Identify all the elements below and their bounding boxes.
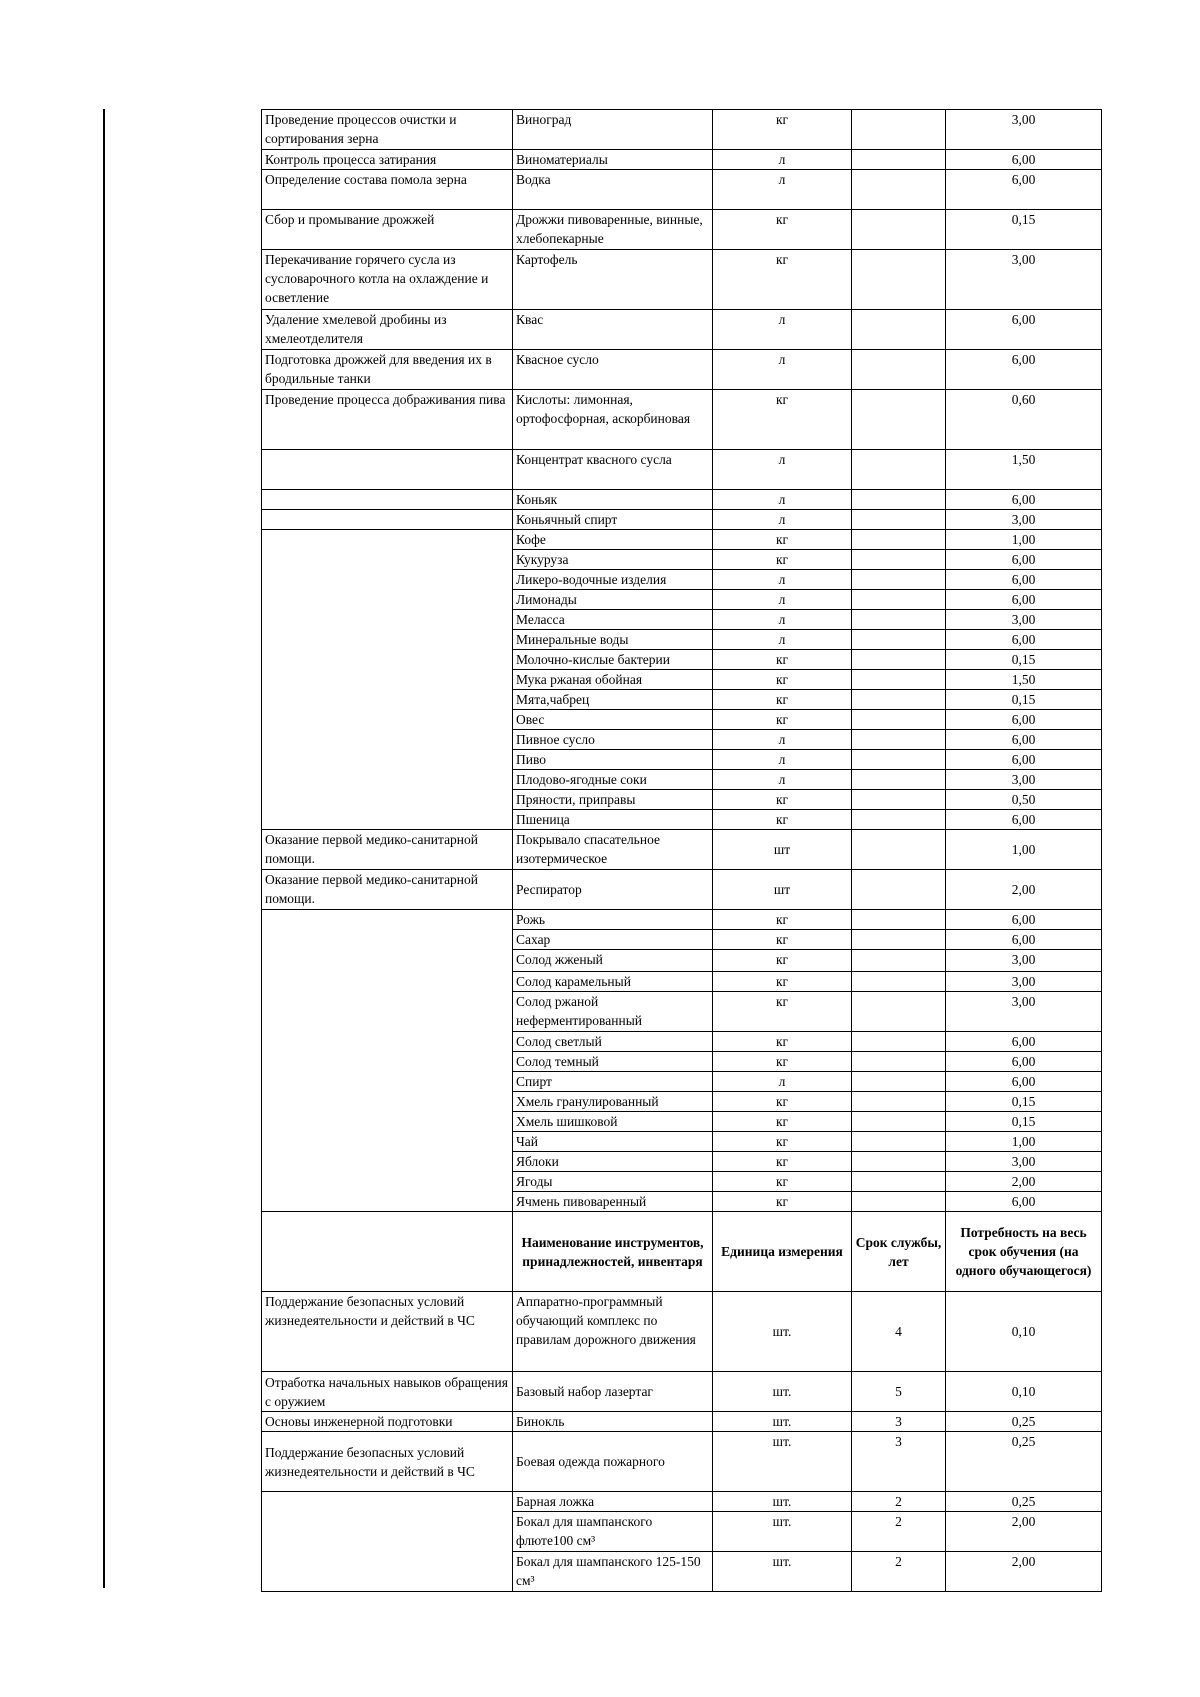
item-cell: Солод жженый xyxy=(512,949,713,972)
activity-cell: Основы инженерной подготовки xyxy=(261,1411,513,1432)
life-cell xyxy=(851,749,946,770)
need-cell: 6,00 xyxy=(945,149,1102,170)
life-cell xyxy=(851,109,946,150)
unit-cell: кг xyxy=(712,991,852,1032)
life-cell: 5 xyxy=(851,1371,946,1412)
unit-cell: л xyxy=(712,749,852,770)
unit-cell: кг xyxy=(712,209,852,250)
need-cell: 0,25 xyxy=(945,1411,1102,1432)
life-cell xyxy=(851,971,946,992)
item-cell: Виноград xyxy=(512,109,713,150)
life-cell: 2 xyxy=(851,1551,946,1592)
unit-cell: л xyxy=(712,169,852,210)
need-cell: 1,00 xyxy=(945,829,1102,870)
unit-cell: л xyxy=(712,629,852,650)
life-cell xyxy=(851,509,946,530)
item-cell: Виноматериалы xyxy=(512,149,713,170)
item-cell: Пшеница xyxy=(512,809,713,830)
need-cell: 6,00 xyxy=(945,1031,1102,1052)
activity-cell: Поддержание безопасных условий жизнедеятельности и действий в ЧС xyxy=(261,1431,513,1492)
item-cell: Хмель гранулированный xyxy=(512,1091,713,1112)
activity-cell: Перекачивание горячего сусла из сусловарочного котла на охлаждение и осветление xyxy=(261,249,513,310)
need-cell: 3,00 xyxy=(945,509,1102,530)
header-unit: Единица измерения xyxy=(712,1211,852,1292)
item-cell: Ликеро-водочные изделия xyxy=(512,569,713,590)
activity-cell: Проведение процессов очистки и сортирования зерна xyxy=(261,109,513,150)
unit-cell: шт. xyxy=(712,1511,852,1552)
need-cell: 6,00 xyxy=(945,749,1102,770)
unit-cell: кг xyxy=(712,669,852,690)
unit-cell: кг xyxy=(712,789,852,810)
need-cell: 6,00 xyxy=(945,1071,1102,1092)
life-cell xyxy=(851,1051,946,1072)
need-cell: 0,15 xyxy=(945,1091,1102,1112)
item-cell: Солод темный xyxy=(512,1051,713,1072)
need-cell: 3,00 xyxy=(945,1151,1102,1172)
item-cell: Молочно-кислые бактерии xyxy=(512,649,713,670)
unit-cell: кг xyxy=(712,1031,852,1052)
need-cell: 6,00 xyxy=(945,489,1102,510)
unit-cell: шт. xyxy=(712,1431,852,1492)
unit-cell: л xyxy=(712,769,852,790)
unit-cell: кг xyxy=(712,1131,852,1152)
life-cell: 2 xyxy=(851,1491,946,1512)
need-cell: 0,15 xyxy=(945,209,1102,250)
item-cell: Хмель шишковой xyxy=(512,1111,713,1132)
life-cell xyxy=(851,729,946,750)
item-cell: Картофель xyxy=(512,249,713,310)
need-cell: 3,00 xyxy=(945,991,1102,1032)
unit-cell: кг xyxy=(712,1051,852,1072)
item-cell: Плодово-ягодные соки xyxy=(512,769,713,790)
unit-cell: кг xyxy=(712,1151,852,1172)
need-cell: 0,15 xyxy=(945,649,1102,670)
activity-cell: Сбор и промывание дрожжей xyxy=(261,209,513,250)
item-cell: Бокал для шампанского 125-150 см³ xyxy=(512,1551,713,1592)
need-cell: 0,15 xyxy=(945,689,1102,710)
item-cell: Коньяк xyxy=(512,489,713,510)
life-cell xyxy=(851,1131,946,1152)
item-cell: Аппаратно-программный обучающий комплекс по правилам дорожного движения xyxy=(512,1291,713,1372)
need-cell: 6,00 xyxy=(945,349,1102,390)
unit-cell: л xyxy=(712,349,852,390)
life-cell xyxy=(851,949,946,972)
item-cell: Кислоты: лимонная, ортофосфорная, аскорбиновая xyxy=(512,389,713,450)
item-cell: Меласса xyxy=(512,609,713,630)
life-cell xyxy=(851,689,946,710)
unit-cell: кг xyxy=(712,809,852,830)
unit-cell: л xyxy=(712,1071,852,1092)
unit-cell: кг xyxy=(712,649,852,670)
need-cell: 6,00 xyxy=(945,809,1102,830)
life-cell xyxy=(851,349,946,390)
item-cell: Сахар xyxy=(512,929,713,950)
activity-cell: Определение состава помола зерна xyxy=(261,169,513,210)
item-cell: Боевая одежда пожарного xyxy=(512,1431,713,1492)
life-cell xyxy=(851,869,946,910)
life-cell xyxy=(851,649,946,670)
unit-cell: л xyxy=(712,589,852,610)
unit-cell: шт xyxy=(712,869,852,910)
item-cell: Рожь xyxy=(512,909,713,930)
life-cell: 4 xyxy=(851,1291,946,1372)
need-cell: 6,00 xyxy=(945,909,1102,930)
item-cell: Пряности, приправы xyxy=(512,789,713,810)
need-cell: 2,00 xyxy=(945,1171,1102,1192)
item-cell: Ячмень пивоваренный xyxy=(512,1191,713,1212)
need-cell: 6,00 xyxy=(945,569,1102,590)
item-cell: Концентрат квасного сусла xyxy=(512,449,713,490)
need-cell: 3,00 xyxy=(945,609,1102,630)
need-cell: 3,00 xyxy=(945,109,1102,150)
unit-cell: кг xyxy=(712,1091,852,1112)
unit-cell: кг xyxy=(712,389,852,450)
unit-cell: л xyxy=(712,149,852,170)
activity-cell xyxy=(261,449,513,490)
life-cell xyxy=(851,309,946,350)
life-cell xyxy=(851,449,946,490)
item-cell: Мята,чабрец xyxy=(512,689,713,710)
need-cell: 6,00 xyxy=(945,1191,1102,1212)
need-cell: 3,00 xyxy=(945,949,1102,972)
unit-cell: кг xyxy=(712,689,852,710)
unit-cell: шт. xyxy=(712,1491,852,1512)
item-cell: Бинокль xyxy=(512,1411,713,1432)
unit-cell: кг xyxy=(712,549,852,570)
life-cell xyxy=(851,209,946,250)
need-cell: 1,50 xyxy=(945,669,1102,690)
activity-cell xyxy=(261,509,513,530)
unit-cell: кг xyxy=(712,709,852,730)
life-cell xyxy=(851,929,946,950)
need-cell: 1,00 xyxy=(945,529,1102,550)
activity-cell: Проведение процесса дображивания пива xyxy=(261,389,513,450)
unit-cell: шт xyxy=(712,829,852,870)
unit-cell: л xyxy=(712,729,852,750)
item-cell: Солод карамельный xyxy=(512,971,713,992)
need-cell: 6,00 xyxy=(945,629,1102,650)
life-cell xyxy=(851,991,946,1032)
need-cell: 2,00 xyxy=(945,869,1102,910)
item-cell: Барная ложка xyxy=(512,1491,713,1512)
need-cell: 6,00 xyxy=(945,169,1102,210)
need-cell: 1,50 xyxy=(945,449,1102,490)
unit-cell: л xyxy=(712,609,852,630)
life-cell xyxy=(851,589,946,610)
life-cell: 3 xyxy=(851,1411,946,1432)
need-cell: 1,00 xyxy=(945,1131,1102,1152)
header-blank-cell xyxy=(261,1211,513,1292)
life-cell xyxy=(851,809,946,830)
unit-cell: кг xyxy=(712,949,852,972)
activity-cell xyxy=(261,489,513,510)
item-cell: Солод ржаной неферментированный xyxy=(512,991,713,1032)
life-cell xyxy=(851,1091,946,1112)
life-cell xyxy=(851,149,946,170)
unit-cell: шт. xyxy=(712,1411,852,1432)
life-cell xyxy=(851,1071,946,1092)
life-cell xyxy=(851,389,946,450)
item-cell: Квас xyxy=(512,309,713,350)
item-cell: Яблоки xyxy=(512,1151,713,1172)
item-cell: Водка xyxy=(512,169,713,210)
item-cell: Базовый набор лазертаг xyxy=(512,1371,713,1412)
need-cell: 6,00 xyxy=(945,549,1102,570)
life-cell xyxy=(851,669,946,690)
unit-cell: л xyxy=(712,309,852,350)
activity-cell: Оказание первой медико-санитарной помощи. xyxy=(261,869,513,910)
life-cell xyxy=(851,169,946,210)
life-cell xyxy=(851,549,946,570)
activity-cell: Отработка начальных навыков обращения с оружием xyxy=(261,1371,513,1412)
item-cell: Кофе xyxy=(512,529,713,550)
header-need: Потребность на весь срок обучения (на одного обучающегося) xyxy=(945,1211,1102,1292)
activity-cell xyxy=(261,909,513,1212)
life-cell xyxy=(851,609,946,630)
unit-cell: кг xyxy=(712,1111,852,1132)
need-cell: 6,00 xyxy=(945,709,1102,730)
life-cell xyxy=(851,489,946,510)
item-cell: Покрывало спасательное изотермическое xyxy=(512,829,713,870)
unit-cell: л xyxy=(712,449,852,490)
activity-cell xyxy=(261,529,513,830)
life-cell xyxy=(851,1191,946,1212)
activity-cell: Оказание первой медико-санитарной помощи. xyxy=(261,829,513,870)
unit-cell: шт. xyxy=(712,1371,852,1412)
need-cell: 6,00 xyxy=(945,1051,1102,1072)
item-cell: Кукуруза xyxy=(512,549,713,570)
life-cell xyxy=(851,1111,946,1132)
unit-cell: кг xyxy=(712,109,852,150)
unit-cell: кг xyxy=(712,909,852,930)
unit-cell: кг xyxy=(712,529,852,550)
unit-cell: кг xyxy=(712,1171,852,1192)
life-cell xyxy=(851,1171,946,1192)
life-cell xyxy=(851,1031,946,1052)
activity-cell: Удаление хмелевой дробины из хмелеотделителя xyxy=(261,309,513,350)
item-cell: Солод светлый xyxy=(512,1031,713,1052)
item-cell: Минеральные воды xyxy=(512,629,713,650)
life-cell xyxy=(851,829,946,870)
unit-cell: кг xyxy=(712,929,852,950)
item-cell: Ягоды xyxy=(512,1171,713,1192)
item-cell: Пиво xyxy=(512,749,713,770)
life-cell: 3 xyxy=(851,1431,946,1492)
item-cell: Овес xyxy=(512,709,713,730)
activity-cell: Контроль процесса затирания xyxy=(261,149,513,170)
unit-cell: л xyxy=(712,509,852,530)
need-cell: 3,00 xyxy=(945,249,1102,310)
activity-cell: Подготовка дрожжей для введения их в бродильные танки xyxy=(261,349,513,390)
activity-cell: Поддержание безопасных условий жизнедеятельности и действий в ЧС xyxy=(261,1291,513,1372)
need-cell: 6,00 xyxy=(945,309,1102,350)
life-cell: 2 xyxy=(851,1511,946,1552)
unit-cell: шт. xyxy=(712,1291,852,1372)
life-cell xyxy=(851,629,946,650)
item-cell: Бокал для шампанского флюте100 см³ xyxy=(512,1511,713,1552)
item-cell: Лимонады xyxy=(512,589,713,610)
unit-cell: кг xyxy=(712,249,852,310)
need-cell: 2,00 xyxy=(945,1551,1102,1592)
need-cell: 0,60 xyxy=(945,389,1102,450)
item-cell: Коньячный спирт xyxy=(512,509,713,530)
need-cell: 6,00 xyxy=(945,929,1102,950)
life-cell xyxy=(851,709,946,730)
item-cell: Мука ржаная обойная xyxy=(512,669,713,690)
need-cell: 0,25 xyxy=(945,1431,1102,1492)
item-cell: Чай xyxy=(512,1131,713,1152)
need-cell: 0,50 xyxy=(945,789,1102,810)
item-cell: Пивное сусло xyxy=(512,729,713,750)
need-cell: 3,00 xyxy=(945,769,1102,790)
life-cell xyxy=(851,249,946,310)
item-cell: Квасное сусло xyxy=(512,349,713,390)
need-cell: 0,25 xyxy=(945,1491,1102,1512)
need-cell: 2,00 xyxy=(945,1511,1102,1552)
activity-cell-blank xyxy=(261,1491,513,1592)
life-cell xyxy=(851,569,946,590)
unit-cell: кг xyxy=(712,971,852,992)
header-life: Срок службы, лет xyxy=(851,1211,946,1292)
life-cell xyxy=(851,909,946,930)
unit-cell: шт. xyxy=(712,1551,852,1592)
unit-cell: л xyxy=(712,569,852,590)
need-cell: 6,00 xyxy=(945,729,1102,750)
item-cell: Респиратор xyxy=(512,869,713,910)
need-cell: 0,15 xyxy=(945,1111,1102,1132)
unit-cell: кг xyxy=(712,1191,852,1212)
life-cell xyxy=(851,769,946,790)
life-cell xyxy=(851,529,946,550)
life-cell xyxy=(851,789,946,810)
item-cell: Дрожжи пивоваренные, винные, хлебопекарные xyxy=(512,209,713,250)
life-cell xyxy=(851,1151,946,1172)
need-cell: 6,00 xyxy=(945,589,1102,610)
need-cell: 0,10 xyxy=(945,1371,1102,1412)
need-cell: 0,10 xyxy=(945,1291,1102,1372)
item-cell: Спирт xyxy=(512,1071,713,1092)
header-name: Наименование инструментов, принадлежностей, инвентаря xyxy=(512,1211,713,1292)
unit-cell: л xyxy=(712,489,852,510)
need-cell: 3,00 xyxy=(945,971,1102,992)
